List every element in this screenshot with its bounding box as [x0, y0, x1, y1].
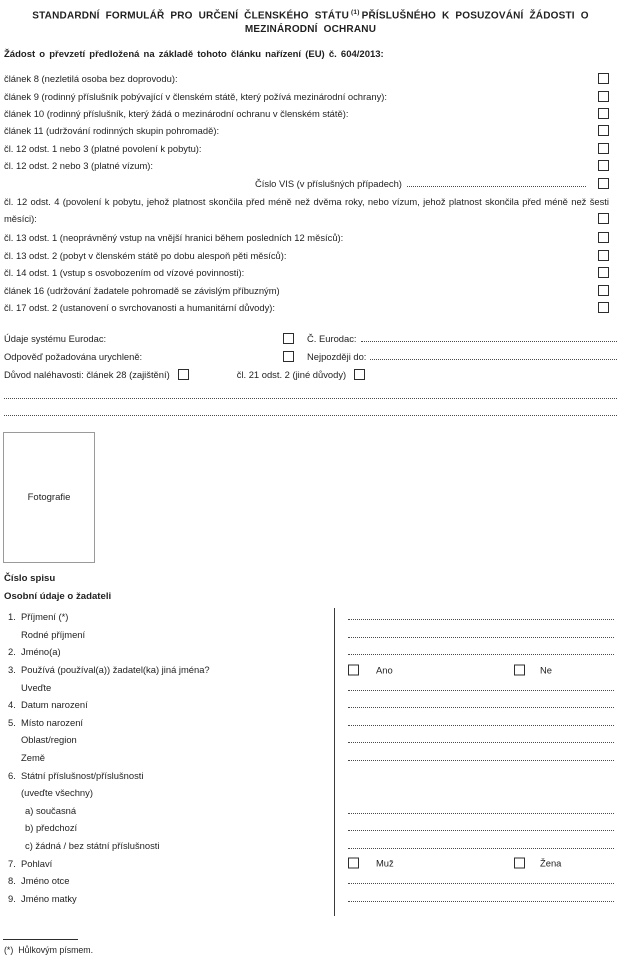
- fill-in-line[interactable]: [348, 848, 614, 849]
- checkbox[interactable]: [598, 108, 609, 119]
- personal-data-table: [4, 608, 617, 916]
- checkbox[interactable]: [598, 160, 609, 171]
- row-number: 8.: [8, 875, 16, 887]
- row-label: b) předchozí: [25, 822, 78, 834]
- row-label: Státní příslušnost/příslušnosti: [21, 769, 144, 781]
- no-label: Ne: [540, 664, 552, 676]
- row-other-names: [4, 661, 617, 679]
- form-title-part1: STANDARDNÍ FORMULÁŘ PRO URČENÍ ČLENSKÉHO STÁTU: [32, 10, 350, 22]
- footnote-rule: [3, 939, 78, 940]
- fill-in-line[interactable]: [348, 619, 614, 620]
- checklist-item-article-12-4: [4, 192, 609, 229]
- checkbox-article-21[interactable]: [354, 369, 365, 380]
- checkbox[interactable]: [598, 285, 609, 296]
- eurodac-section: [4, 329, 617, 383]
- item-label: čl. 12 odst. 4 (povolení k pobytu, jehož platnost skončila před méně než dvěma roky, nebo vízum, jehož platnost skončila před méně než šesti měsíci):: [4, 195, 609, 224]
- yes-label: Ano: [376, 664, 393, 676]
- fill-in-line[interactable]: [348, 690, 614, 691]
- checkbox[interactable]: [598, 232, 609, 243]
- row-nationality-note: [4, 784, 617, 802]
- checkbox-female[interactable]: [514, 858, 525, 869]
- yes-no-field: [334, 661, 617, 679]
- row-number: 1.: [8, 611, 16, 623]
- checkbox[interactable]: [598, 213, 609, 224]
- fill-in-line[interactable]: [348, 883, 614, 884]
- fill-in-line[interactable]: [4, 398, 617, 399]
- row-label: Jméno(a): [21, 646, 61, 658]
- personal-data-heading: Osobní údaje o žadateli: [4, 591, 112, 602]
- item-label: článek 8 (nezletilá osoba bez doprovodu):: [4, 73, 178, 85]
- checkbox[interactable]: [598, 267, 609, 278]
- row-birth-surname: [4, 626, 617, 644]
- item-label: Číslo VIS (v příslušných případech): [255, 177, 402, 189]
- item-label: čl. 13 odst. 1 (neoprávněný vstup na vnější hranici během posledních 12 měsíců):: [4, 232, 344, 244]
- item-label: čl. 12 odst. 2 nebo 3 (platné vízum):: [4, 160, 154, 172]
- row-number: 3.: [8, 664, 16, 676]
- urgency-article-28-label: Důvod naléhavosti: článek 28 (zajištění): [4, 368, 170, 380]
- checklist-item-article-10: [4, 105, 609, 122]
- item-label: čl. 17 odst. 2 (ustanovení o svrchovanosti a humanitární důvody):: [4, 301, 275, 313]
- row-nationality-stateless: [4, 837, 617, 855]
- file-number-heading: Číslo spisu: [4, 573, 56, 584]
- row-label: Pohlaví: [21, 857, 53, 869]
- eurodac-number-label: Č. Eurodac:: [307, 332, 357, 344]
- checklist-item-article-9: [4, 87, 609, 104]
- row-father-name: [4, 872, 617, 890]
- row-label: Používá (používal(a)) žadatel(ka) jiná jména?: [21, 664, 210, 676]
- row-number: 9.: [8, 892, 16, 904]
- table-divider-tail: [4, 907, 617, 916]
- urgent-reply-label: Odpověď požadována urychleně:: [4, 350, 143, 362]
- form-title: [4, 6, 617, 37]
- row-number: 2.: [8, 646, 16, 658]
- row-nationality: [4, 766, 617, 784]
- deadline-label: Nejpozději do:: [307, 350, 367, 362]
- item-label: článek 16 (udržování žadatele pohromadě se závislým příbuzným): [4, 284, 280, 296]
- checkbox[interactable]: [598, 250, 609, 261]
- checklist-item-article-14-1: [4, 264, 609, 281]
- row-mother-name: [4, 890, 617, 908]
- row-specify: [4, 678, 617, 696]
- row-nationality-previous: [4, 819, 617, 837]
- footnote-marker: (*): [4, 945, 14, 955]
- footnote: [4, 945, 93, 955]
- row-country: [4, 749, 617, 767]
- female-label: Žena: [540, 857, 562, 869]
- row-sex: [4, 854, 617, 872]
- checkbox-yes[interactable]: [348, 664, 359, 675]
- checkbox[interactable]: [598, 73, 609, 84]
- sex-field: [334, 854, 617, 872]
- eurodac-data-row: [4, 329, 617, 347]
- row-label: Rodné příjmení: [21, 628, 86, 640]
- checkbox-article-28[interactable]: [178, 369, 189, 380]
- item-label: článek 10 (rodinný příslušník, který žádá o mezinárodní ochranu v členském státě):: [4, 107, 349, 119]
- row-label: a) současná: [25, 804, 77, 816]
- row-number: 5.: [8, 716, 16, 728]
- checkbox[interactable]: [598, 178, 609, 189]
- fill-in-line[interactable]: [348, 742, 614, 743]
- urgency-article-21-label: čl. 21 odst. 2 (jiné důvody): [236, 368, 347, 380]
- checklist-item-article-13-2: [4, 247, 609, 264]
- vis-number-fill-in-line[interactable]: [407, 186, 586, 187]
- checklist-item-article-17-2: [4, 299, 609, 316]
- row-label: Oblast/region: [21, 734, 77, 746]
- item-label: článek 9 (rodinný příslušník pobývající v členském státě, který požívá mezinárodní ochrany):: [4, 90, 387, 102]
- checkbox-no[interactable]: [514, 664, 525, 675]
- row-label: Datum narození: [21, 699, 88, 711]
- checklist-item-article-12-1-3: [4, 140, 609, 157]
- photo-label: Fotografie: [27, 492, 71, 503]
- checkbox[interactable]: [598, 143, 609, 154]
- urgent-reply-row: [4, 347, 617, 365]
- row-label: (uveďte všechny): [21, 787, 93, 799]
- row-surname: [4, 608, 617, 626]
- urgency-reason-row: [4, 365, 617, 383]
- takeover-request-subtitle: Žádost o převzetí předložená na základě tohoto článku nařízení (EU) č. 604/2013:: [4, 49, 384, 60]
- checklist-item-vis-number: [4, 174, 609, 191]
- form-title-line2: MEZINÁRODNÍ OCHRANU: [244, 24, 377, 36]
- item-label: článek 11 (udržování rodinných skupin pohromadě):: [4, 125, 220, 137]
- checkbox[interactable]: [598, 91, 609, 102]
- eurodac-data-label: Údaje systému Eurodac:: [4, 332, 107, 344]
- deadline-fill-in-line[interactable]: [370, 359, 617, 360]
- checklist-item-article-12-2-3: [4, 157, 609, 174]
- fill-in-line[interactable]: [348, 901, 614, 902]
- photo-box: [3, 432, 95, 563]
- row-label: Příjmení (*): [21, 611, 69, 623]
- row-region: [4, 731, 617, 749]
- checklist-item-article-13-1: [4, 229, 609, 246]
- row-label: c) žádná / bez státní příslušnosti: [25, 840, 160, 852]
- checkbox[interactable]: [283, 333, 294, 344]
- row-label: Jméno matky: [21, 892, 77, 904]
- row-label: Uveďte: [21, 681, 52, 693]
- fill-in-line[interactable]: [348, 654, 614, 655]
- fill-in-line[interactable]: [348, 760, 614, 761]
- fill-in-line[interactable]: [348, 707, 614, 708]
- urgency-reason-fill-in-area: [4, 390, 617, 416]
- row-number: 7.: [8, 857, 16, 869]
- takeover-request-checklist: [4, 70, 609, 316]
- checkbox[interactable]: [598, 125, 609, 136]
- checklist-item-article-8: [4, 70, 609, 87]
- fill-in-line[interactable]: [348, 830, 614, 831]
- footnote-ref: (1): [351, 9, 360, 16]
- fill-in-line[interactable]: [348, 725, 614, 726]
- checkbox-male[interactable]: [348, 858, 359, 869]
- fill-in-line[interactable]: [4, 415, 617, 416]
- form-title-part2: PŘÍSLUŠNÉHO K POSUZOVÁNÍ ŽÁDOSTI O: [361, 10, 589, 22]
- checklist-item-article-11: [4, 122, 609, 139]
- item-label: čl. 12 odst. 1 nebo 3 (platné povolení k pobytu):: [4, 142, 202, 154]
- checkbox[interactable]: [283, 351, 294, 362]
- item-label: čl. 13 odst. 2 (pobyt v členském státě po dobu alespoň pěti měsíců):: [4, 249, 287, 261]
- row-date-of-birth: [4, 696, 617, 714]
- footnote-text: Hůlkovým písmem.: [18, 945, 94, 955]
- row-number: 4.: [8, 699, 16, 711]
- checklist-item-article-16: [4, 281, 609, 298]
- fill-in-line[interactable]: [348, 637, 614, 638]
- row-place-of-birth: [4, 714, 617, 732]
- male-label: Muž: [376, 857, 394, 869]
- fill-in-line[interactable]: [348, 813, 614, 814]
- row-nationality-current: [4, 802, 617, 820]
- row-number: 6.: [8, 769, 16, 781]
- item-label: čl. 14 odst. 1 (vstup s osvobozením od vízové povinnosti):: [4, 267, 245, 279]
- row-forename: [4, 643, 617, 661]
- row-label: Jméno otce: [21, 875, 70, 887]
- checkbox[interactable]: [598, 302, 609, 313]
- row-label: Místo narození: [21, 716, 84, 728]
- eurodac-number-fill-in-line[interactable]: [361, 341, 617, 342]
- row-label: Země: [21, 752, 45, 764]
